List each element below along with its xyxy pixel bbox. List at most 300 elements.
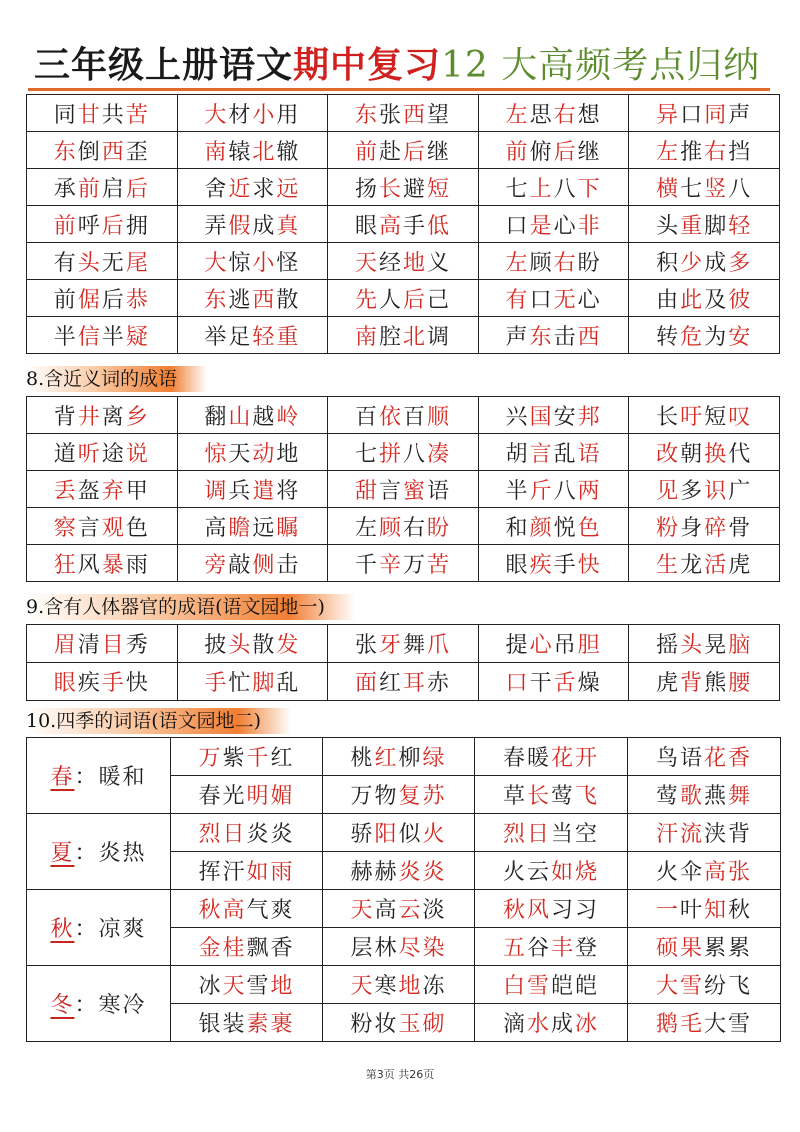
idiom-cell <box>475 1004 628 1042</box>
idiom-char: 后 <box>101 213 126 239</box>
idiom-char: 上 <box>529 176 554 202</box>
idiom-cell <box>328 471 479 508</box>
table-row <box>27 738 781 776</box>
page-footer: 第3页 共26页 <box>365 1068 435 1081</box>
idiom-cell <box>629 280 780 317</box>
idiom-char: 前 <box>354 139 379 165</box>
idiom-char: 色 <box>577 515 602 541</box>
idiom-char: 如 <box>246 860 271 885</box>
idiom-cell <box>328 132 479 169</box>
idiom-table-body-organs <box>26 624 780 701</box>
idiom-char: 前 <box>53 287 78 313</box>
idiom-char: 重 <box>680 213 705 239</box>
idiom-char: 有 <box>53 250 78 276</box>
idiom-char: 媚 <box>270 784 295 809</box>
idiom-char: 乡 <box>125 404 150 430</box>
idiom-char: 林 <box>374 936 399 961</box>
idiom-char: 高 <box>204 515 229 541</box>
idiom-char: 继 <box>577 139 602 165</box>
idiom-char: 右 <box>402 515 427 541</box>
idiom-cell <box>27 280 178 317</box>
idiom-char: 后 <box>553 139 578 165</box>
idiom-cell <box>475 738 628 776</box>
idiom-char: 天 <box>350 974 375 999</box>
idiom-char: 燕 <box>704 784 729 809</box>
idiom-char: 柳 <box>398 746 423 771</box>
idiom-char: 击 <box>276 552 301 578</box>
idiom-cell <box>628 966 781 1004</box>
idiom-char: 改 <box>656 441 681 467</box>
idiom-char: 盔 <box>77 478 102 504</box>
idiom-char: 风 <box>77 552 102 578</box>
season-cell <box>27 738 171 814</box>
idiom-char: 天 <box>354 250 379 276</box>
idiom-cell <box>628 928 781 966</box>
season-name: 冬 <box>50 993 75 1018</box>
idiom-char: 此 <box>680 287 705 313</box>
idiom-char: 无 <box>553 287 578 313</box>
idiom-char: 危 <box>680 324 705 350</box>
idiom-cell <box>629 663 780 701</box>
idiom-char: 前 <box>505 139 530 165</box>
idiom-cell <box>177 280 328 317</box>
idiom-char: 发 <box>276 633 301 658</box>
idiom-cell <box>27 169 178 206</box>
idiom-char: 素 <box>246 1012 271 1037</box>
idiom-char: 快 <box>577 552 602 578</box>
idiom-char: 竖 <box>704 176 729 202</box>
idiom-cell <box>478 169 629 206</box>
idiom-cell <box>328 663 479 701</box>
idiom-char: 七 <box>680 176 705 202</box>
idiom-char: 炎 <box>270 822 295 847</box>
idiom-char: 银 <box>198 1012 223 1037</box>
idiom-char: 草 <box>502 784 527 809</box>
idiom-cell <box>628 890 781 928</box>
idiom-char: 皑 <box>575 974 600 999</box>
idiom-char: 东 <box>529 324 554 350</box>
idiom-char: 雪 <box>526 974 551 999</box>
idiom-char: 红 <box>378 671 403 696</box>
idiom-char: 成 <box>551 1012 576 1037</box>
idiom-char: 散 <box>252 633 277 658</box>
idiom-char: 万 <box>198 746 223 771</box>
idiom-char: 苦 <box>125 102 150 128</box>
table-row <box>27 169 780 206</box>
idiom-char: 物 <box>374 784 399 809</box>
idiom-cell <box>323 890 475 928</box>
idiom-char: 假 <box>228 213 253 239</box>
idiom-char: 近 <box>228 176 253 202</box>
season-cell <box>27 966 171 1042</box>
idiom-char: 重 <box>276 324 301 350</box>
idiom-char: 纷 <box>704 974 729 999</box>
idiom-char: 后 <box>101 287 126 313</box>
idiom-char: 悦 <box>553 515 578 541</box>
table-row <box>27 95 780 132</box>
idiom-char: 远 <box>276 176 301 202</box>
idiom-char: 百 <box>402 404 427 430</box>
idiom-char: 远 <box>252 515 277 541</box>
idiom-cell <box>629 169 780 206</box>
idiom-cell <box>478 397 629 434</box>
idiom-char: 莺 <box>551 784 576 809</box>
table-row <box>27 471 780 508</box>
title-underline <box>28 88 770 91</box>
season-cell <box>27 890 171 966</box>
idiom-char: 小 <box>252 250 277 276</box>
idiom-char: 眼 <box>505 552 530 578</box>
idiom-char: 南 <box>354 324 379 350</box>
table-row <box>27 545 780 582</box>
idiom-char: 半 <box>101 324 126 350</box>
idiom-char: 胆 <box>577 633 602 658</box>
idiom-char: 东 <box>204 287 229 313</box>
idiom-char: 万 <box>402 552 427 578</box>
idiom-char: 光 <box>222 784 247 809</box>
idiom-char: 叶 <box>679 898 704 923</box>
idiom-char: 张 <box>728 860 753 885</box>
idiom-char: 白 <box>502 974 527 999</box>
idiom-char: 脑 <box>728 633 753 658</box>
idiom-char: 求 <box>252 176 277 202</box>
idiom-char: 春 <box>198 784 223 809</box>
idiom-char: 成 <box>252 213 277 239</box>
idiom-char: 依 <box>378 404 403 430</box>
idiom-char: 顾 <box>378 515 403 541</box>
idiom-char: 开 <box>575 746 600 771</box>
idiom-cell <box>328 243 479 280</box>
season-word: 暖和 <box>98 765 147 790</box>
idiom-char: 手 <box>553 552 578 578</box>
idiom-char: 手 <box>402 213 427 239</box>
idiom-char: 吁 <box>680 404 705 430</box>
idiom-cell <box>171 1004 323 1042</box>
idiom-char: 淡 <box>422 898 447 923</box>
idiom-char: 手 <box>204 671 229 696</box>
idiom-char: 爪 <box>427 633 452 658</box>
idiom-char: 小 <box>252 102 277 128</box>
page-title <box>34 40 760 90</box>
section-8-heading: 8.含近义词的成语 <box>26 366 207 392</box>
idiom-char: 丰 <box>551 936 576 961</box>
idiom-cell <box>478 206 629 243</box>
idiom-char: 怪 <box>276 250 301 276</box>
idiom-char: 谷 <box>526 936 551 961</box>
idiom-cell <box>177 508 328 545</box>
idiom-cell <box>478 280 629 317</box>
idiom-char: 广 <box>728 478 753 504</box>
idiom-char: 左 <box>505 250 530 276</box>
idiom-char: 地 <box>270 974 295 999</box>
idiom-char: 歌 <box>679 784 704 809</box>
idiom-char: 横 <box>656 176 681 202</box>
idiom-char: 岭 <box>276 404 301 430</box>
idiom-char: 为 <box>704 324 729 350</box>
idiom-char: 日 <box>526 822 551 847</box>
idiom-cell <box>171 890 323 928</box>
idiom-char: 张 <box>354 633 379 658</box>
idiom-table-synonyms <box>26 396 780 582</box>
idiom-char: 流 <box>679 822 704 847</box>
idiom-char: 背 <box>680 671 705 696</box>
idiom-char: 苦 <box>427 552 452 578</box>
idiom-cell <box>478 243 629 280</box>
idiom-char: 翻 <box>204 404 229 430</box>
idiom-char: 南 <box>204 139 229 165</box>
idiom-cell <box>177 169 328 206</box>
idiom-char: 彼 <box>728 287 753 313</box>
idiom-cell <box>177 434 328 471</box>
idiom-char: 烈 <box>198 822 223 847</box>
table-row <box>27 966 781 1004</box>
idiom-char: 乱 <box>553 441 578 467</box>
idiom-char: 高 <box>704 860 729 885</box>
idiom-char: 弄 <box>204 213 229 239</box>
idiom-char: 晃 <box>704 633 729 658</box>
idiom-char: 颜 <box>529 515 554 541</box>
idiom-char: 八 <box>553 478 578 504</box>
idiom-char: 大 <box>204 102 229 128</box>
idiom-char: 甜 <box>354 478 379 504</box>
idiom-char: 尾 <box>125 250 150 276</box>
idiom-char: 赴 <box>378 139 403 165</box>
idiom-char: 忙 <box>228 671 253 696</box>
idiom-char: 背 <box>728 822 753 847</box>
idiom-cell <box>475 890 628 928</box>
idiom-char: 呼 <box>77 213 102 239</box>
idiom-char: 大 <box>704 1012 729 1037</box>
idiom-char: 水 <box>526 1012 551 1037</box>
idiom-char: 鹅 <box>655 1012 680 1037</box>
idiom-char: 承 <box>53 176 78 202</box>
idiom-char: 香 <box>270 936 295 961</box>
idiom-char: 千 <box>246 746 271 771</box>
idiom-cell <box>628 776 781 814</box>
idiom-cell <box>629 206 780 243</box>
idiom-char: 玉 <box>398 1012 423 1037</box>
idiom-cell <box>177 95 328 132</box>
idiom-char: 后 <box>402 287 427 313</box>
idiom-char: 口 <box>680 102 705 128</box>
idiom-char: 信 <box>77 324 102 350</box>
idiom-cell <box>27 471 178 508</box>
seasons-table <box>26 737 781 1042</box>
idiom-char: 离 <box>101 404 126 430</box>
idiom-cell <box>478 663 629 701</box>
idiom-cell <box>27 397 178 434</box>
idiom-char: 皑 <box>551 974 576 999</box>
idiom-cell <box>478 508 629 545</box>
idiom-cell <box>478 625 629 663</box>
idiom-char: 瞩 <box>276 515 301 541</box>
idiom-char: 国 <box>529 404 554 430</box>
idiom-char: 语 <box>679 746 704 771</box>
idiom-char: 腰 <box>728 671 753 696</box>
idiom-cell <box>629 434 780 471</box>
idiom-char: 云 <box>526 860 551 885</box>
idiom-char: 左 <box>505 102 530 128</box>
idiom-char: 飘 <box>246 936 271 961</box>
table-row <box>27 663 780 701</box>
idiom-char: 顺 <box>427 404 452 430</box>
idiom-char: 天 <box>350 898 375 923</box>
idiom-char: 义 <box>427 250 452 276</box>
idiom-char: 当 <box>551 822 576 847</box>
idiom-char: 口 <box>505 671 530 696</box>
idiom-char: 舌 <box>553 671 578 696</box>
idiom-char: 八 <box>553 176 578 202</box>
idiom-char: 五 <box>502 936 527 961</box>
idiom-char: 知 <box>704 898 729 923</box>
idiom-char: 越 <box>252 404 277 430</box>
idiom-cell <box>328 95 479 132</box>
idiom-char: 心 <box>529 633 554 658</box>
table-row <box>27 397 780 434</box>
idiom-char: 叹 <box>728 404 753 430</box>
idiom-char: 桃 <box>350 746 375 771</box>
idiom-char: 登 <box>575 936 600 961</box>
idiom-char: 击 <box>553 324 578 350</box>
idiom-char: 披 <box>204 633 229 658</box>
idiom-cell <box>177 471 328 508</box>
idiom-char: 雪 <box>728 1012 753 1037</box>
idiom-cell <box>171 738 323 776</box>
idiom-char: 同 <box>704 102 729 128</box>
idiom-char: 七 <box>354 441 379 467</box>
idiom-char: 狂 <box>53 552 78 578</box>
idiom-char: 地 <box>276 441 301 467</box>
idiom-cell <box>328 206 479 243</box>
idiom-char: 色 <box>125 515 150 541</box>
idiom-char: 右 <box>704 139 729 165</box>
idiom-char: 赤 <box>427 671 452 696</box>
idiom-char: 雨 <box>125 552 150 578</box>
season-cell <box>27 814 171 890</box>
idiom-char: 莺 <box>655 784 680 809</box>
idiom-char: 和 <box>505 515 530 541</box>
section-9-heading: 9.含有人体器官的成语(语文园地一) <box>26 594 355 620</box>
idiom-char: 汗 <box>222 860 247 885</box>
idiom-char: 惊 <box>228 250 253 276</box>
idiom-char: 言 <box>77 515 102 541</box>
idiom-char: 安 <box>553 404 578 430</box>
idiom-char: 甲 <box>125 478 150 504</box>
idiom-char: 辙 <box>276 139 301 165</box>
idiom-char: 言 <box>378 478 403 504</box>
idiom-char: 西 <box>252 287 277 313</box>
idiom-char: 挡 <box>728 139 753 165</box>
idiom-char: 安 <box>728 324 753 350</box>
idiom-char: 动 <box>252 441 277 467</box>
idiom-char: 妆 <box>374 1012 399 1037</box>
idiom-cell <box>27 663 178 701</box>
idiom-char: 西 <box>577 324 602 350</box>
idiom-char: 左 <box>354 515 379 541</box>
idiom-cell <box>478 545 629 582</box>
idiom-char: 多 <box>680 478 705 504</box>
idiom-char: 井 <box>77 404 102 430</box>
idiom-char: 兴 <box>505 404 530 430</box>
idiom-char: 辕 <box>228 139 253 165</box>
idiom-cell <box>629 95 780 132</box>
idiom-char: 尽 <box>398 936 423 961</box>
season-name: 春 <box>50 765 75 790</box>
idiom-char: 风 <box>526 898 551 923</box>
idiom-cell <box>475 928 628 966</box>
table-row <box>27 243 780 280</box>
idiom-char: 途 <box>101 441 126 467</box>
idiom-char: 挥 <box>198 860 223 885</box>
idiom-char: 调 <box>204 478 229 504</box>
idiom-char: 红 <box>374 746 399 771</box>
idiom-char: 观 <box>101 515 126 541</box>
idiom-char: 雪 <box>679 974 704 999</box>
idiom-char: 人 <box>378 287 403 313</box>
idiom-char: 炎 <box>422 860 447 885</box>
idiom-char: 代 <box>728 441 753 467</box>
idiom-char: 寒 <box>374 974 399 999</box>
idiom-cell <box>323 814 475 852</box>
idiom-char: 疾 <box>77 671 102 696</box>
idiom-char: 语 <box>577 441 602 467</box>
idiom-char: 舍 <box>204 176 229 202</box>
idiom-cell <box>628 738 781 776</box>
idiom-char: 明 <box>246 784 271 809</box>
idiom-char: 香 <box>728 746 753 771</box>
idiom-char: 蜜 <box>402 478 427 504</box>
idiom-char: 右 <box>553 250 578 276</box>
idiom-char: 目 <box>101 633 126 658</box>
idiom-cell <box>177 663 328 701</box>
idiom-char: 山 <box>228 404 253 430</box>
idiom-char: 砌 <box>422 1012 447 1037</box>
idiom-char: 腔 <box>378 324 403 350</box>
table-row <box>27 132 780 169</box>
idiom-cell <box>177 397 328 434</box>
idiom-char: 如 <box>551 860 576 885</box>
idiom-char: 转 <box>656 324 681 350</box>
idiom-char: 听 <box>77 441 102 467</box>
table-row <box>27 317 780 354</box>
idiom-char: 桂 <box>222 936 247 961</box>
idiom-char: 启 <box>101 176 126 202</box>
idiom-char: 高 <box>378 213 403 239</box>
idiom-char: 金 <box>198 936 223 961</box>
idiom-char: 飞 <box>728 974 753 999</box>
idiom-char: 察 <box>53 515 78 541</box>
idiom-char: 地 <box>402 250 427 276</box>
idiom-char: 耳 <box>402 671 427 696</box>
idiom-char: 秋 <box>198 898 223 923</box>
idiom-char: 千 <box>354 552 379 578</box>
idiom-cell <box>171 852 323 890</box>
idiom-cell <box>629 545 780 582</box>
idiom-cell <box>328 317 479 354</box>
idiom-char: 冰 <box>198 974 223 999</box>
idiom-char: 遣 <box>252 478 277 504</box>
idiom-char: 半 <box>53 324 78 350</box>
idiom-cell <box>328 280 479 317</box>
idiom-char: 百 <box>354 404 379 430</box>
idiom-char: 想 <box>577 102 602 128</box>
idiom-char: 大 <box>655 974 680 999</box>
idiom-char: 背 <box>53 404 78 430</box>
idiom-char: 天 <box>228 441 253 467</box>
idiom-char: 毛 <box>679 1012 704 1037</box>
idiom-cell <box>328 625 479 663</box>
idiom-char: 秋 <box>502 898 527 923</box>
